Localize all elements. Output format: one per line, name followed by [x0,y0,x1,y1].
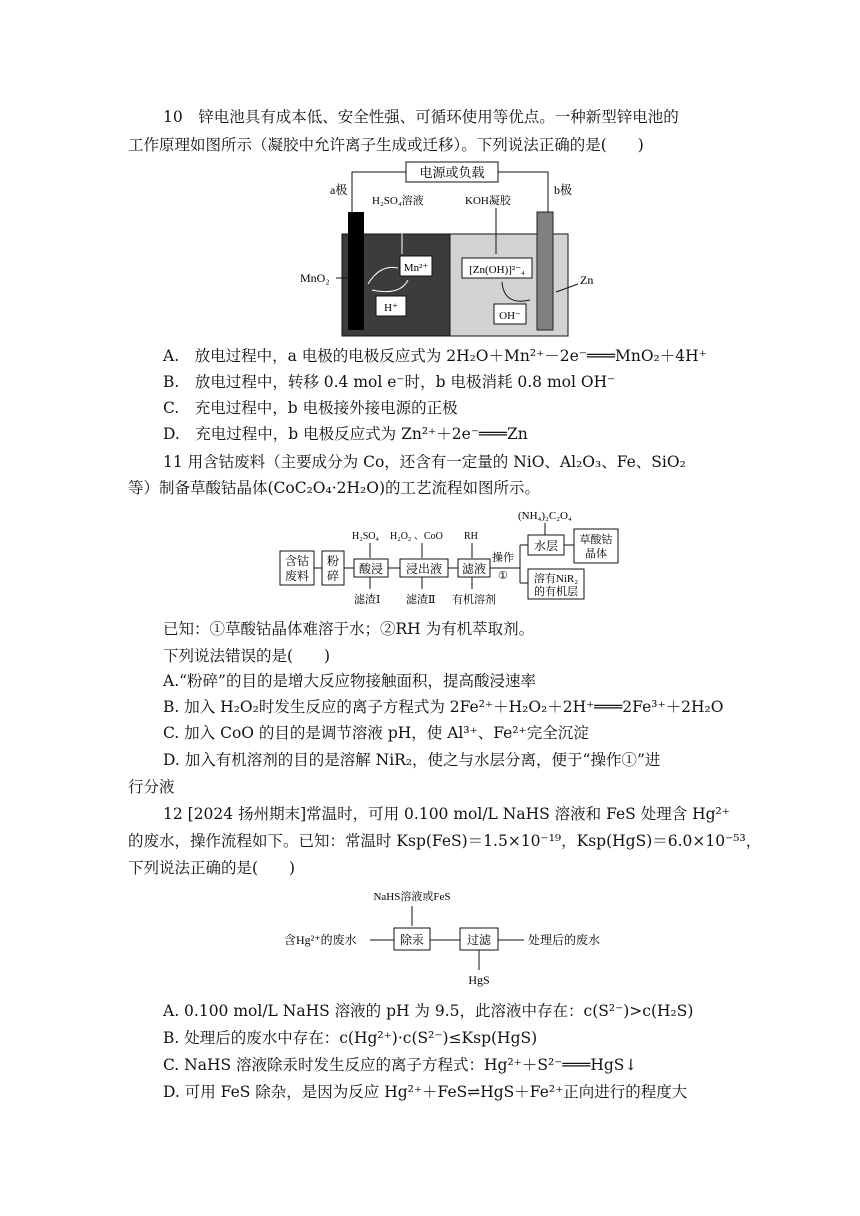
residue-1: 滤渣Ⅰ [354,594,381,606]
step-remove-mercury: 除汞 [399,933,425,947]
load-label: 电源或负载 [419,165,485,180]
residue-2: 滤渣Ⅱ [406,594,436,606]
q11-stem-line1: 11 用含钴废料（主要成分为 Co，还含有一定量的 NiO、Al₂O₃、Fe、SiO₂ [163,453,686,471]
q11-option-c: C. 加入 CoO 的目的是调节溶液 pH，使 Al³⁺、Fe²⁺完全沉淀 [163,724,589,742]
a-electrode [348,212,364,330]
q11-option-b: B. 加入 H₂O₂时发生反应的离子方程式为 2Fe²⁺＋H₂O₂＋2H⁺═══2Fe³⁺＋2H₂O [163,698,724,716]
q12-stem-line3: 下列说法正确的是( ) [128,859,296,877]
operation-number: ① [498,570,508,582]
flow-input: 含Hg²⁺的废水 [284,933,357,947]
q11-stem-line2: 等）制备草酸钴晶体(CoC₂O₄·2H₂O)的工艺流程如图所示。 [128,479,541,497]
operation-label: 操作 [492,552,514,564]
q12-stem-line1: 12 [2024 扬州期末]常温时，可用 0.100 mol/L NaHS 溶液和 FeS 处理含 Hg²⁺ [163,805,730,823]
reagent-nh4-oxalate: (NH₄)₂C₂O₄ [518,510,572,522]
q11-option-d-line2: 行分液 [128,778,175,796]
mno2-label: MnO₂ [300,271,330,285]
reagent-h2o2-coo: H₂O₂ 、CoO [390,531,443,542]
mn-ion: Mn²⁺ [403,262,429,274]
node-product-label1: 草酸钴 [579,534,613,546]
q11-known: 已知：①草酸钴晶体难溶于水；②RH 为有机萃取剂。 [163,620,535,638]
h-ion: H⁺ [384,302,398,314]
q12-option-b: B. 处理后的废水中存在：c(Hg²⁺)·c(S²⁻)≤Ksp(HgS) [163,1029,538,1047]
b-electrode-label: b极 [554,183,573,197]
node-waste-label2: 废料 [284,569,310,583]
node-water-layer: 水层 [533,539,559,553]
node-acid-leach: 酸浸 [358,562,384,576]
zn-label: Zn [580,273,594,287]
node-product-label2: 晶体 [585,548,607,560]
q11-ask: 下列说法错误的是( ) [163,647,331,665]
node-grind-label1: 粉 [326,554,340,568]
q12-stem-line2: 的废水，操作流程如下。已知：常温时 Ksp(FeS)＝1.5×10⁻¹⁹，Ksp(HgS)＝6.0×10⁻⁵³， [128,832,762,850]
mercury-removal-flowchart [280,884,620,990]
q12-option-c: C. NaHS 溶液除汞时发生反应的离子方程式：Hg²⁺＋S²⁻═══HgS↓ [163,1056,638,1074]
a-electrode-label: a极 [330,183,348,197]
reagent-h2so4: H₂SO₄ [352,531,379,542]
node-waste-label1: 含钴 [284,554,310,568]
step-filter: 过滤 [466,933,492,947]
q10-option-c: C. 充电过程中，b 电极接外接电源的正极 [163,399,458,417]
node-organic-label2: 的有机层 [534,586,578,598]
zinc-battery-diagram [290,156,600,346]
flow-output: 处理后的废水 [528,933,601,947]
q10-option-a: A. 放电过程中，a 电极的电极反应式为 2H₂O＋Mn²⁺－2e⁻═══MnO₂＋4H⁺ [163,347,707,365]
q10-stem-line2: 工作原理如图所示（凝胶中允许离子生成或迁移）。下列说法正确的是( ) [128,136,644,154]
cobalt-process-flowchart [270,503,613,613]
q10-stem-line1: 10 锌电池具有成本低、安全性强、可循环使用等优点。一种新型锌电池的 [163,108,679,126]
q12-option-d: D. 可用 FeS 除杂，是因为反应 Hg²⁺＋FeS⇌HgS＋Fe²⁺正向进行的程度大 [163,1083,688,1101]
node-filtrate: 滤液 [461,562,487,576]
precipitate-hgs: HgS [468,973,490,987]
reagent-nahs-fes: NaHS溶液或FeS [373,891,451,903]
h2so4-label: H₂SO₄溶液 [372,195,424,207]
q11-option-d-line1: D. 加入有机溶剂的目的是溶解 NiR₂，使之与水层分离，便于“操作①”进 [163,751,661,769]
q11-option-a: A.“粉碎”的目的是增大反应物接触面积，提高酸浸速率 [163,672,536,690]
q10-option-d: D. 充电过程中，b 电极反应式为 Zn²⁺＋2e⁻═══Zn [163,425,528,443]
q10-option-b: B. 放电过程中，转移 0.4 mol e⁻时，b 电极消耗 0.8 mol OH⁻ [163,373,616,391]
node-organic-label1: 溶有NiR₂ [533,573,579,585]
b-electrode [537,212,553,330]
node-grind-label2: 碎 [326,569,340,583]
organic-solvent: 有机溶剂 [452,594,496,606]
koh-label: KOH凝胶 [465,195,511,207]
node-leachate: 浸出液 [405,562,443,576]
zn-complex: [Zn(OH)]²⁻₄ [469,264,525,276]
q12-option-a: A. 0.100 mol/L NaHS 溶液的 pH 为 9.5，此溶液中存在：c(S²⁻)>c(H₂S) [163,1002,694,1020]
oh-ion: OH⁻ [499,310,521,322]
reagent-rh: RH [464,531,478,542]
